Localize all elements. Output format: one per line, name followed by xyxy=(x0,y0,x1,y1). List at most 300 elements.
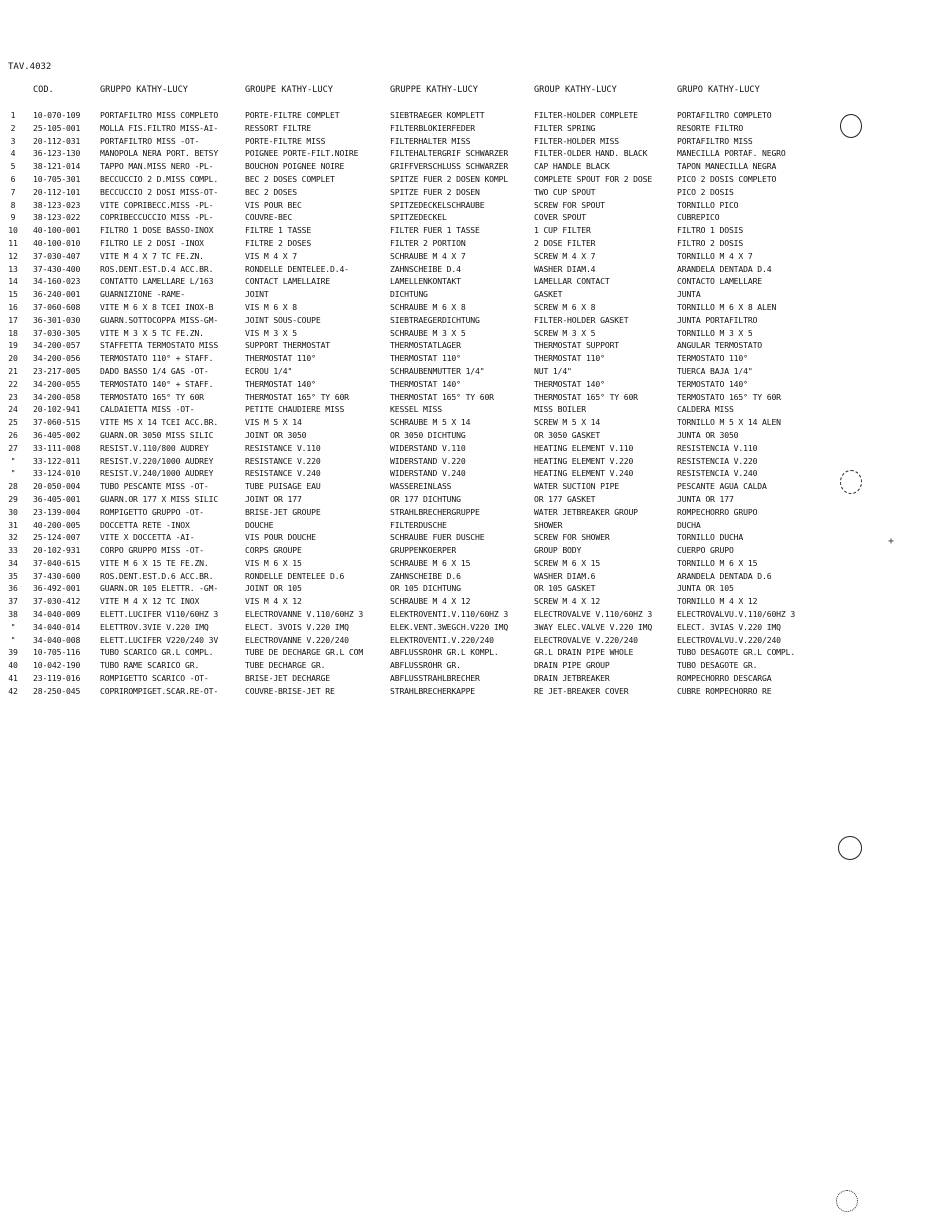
row-number: 4 xyxy=(10,148,16,159)
row-number: " xyxy=(10,455,16,466)
part-code: 37-430-600 xyxy=(33,570,81,581)
part-code: 37-030-407 xyxy=(33,250,81,261)
desc-french: THERMOSTAT 140° xyxy=(245,378,316,389)
desc-spanish: FILTRO 1 DOSIS xyxy=(677,225,744,236)
desc-spanish: TORNILLO M 4 X 12 xyxy=(677,596,758,607)
header-german: GRUPPE KATHY-LUCY xyxy=(390,85,478,95)
desc-english: ELECTROVALVE V.220/240 xyxy=(534,634,638,645)
desc-spanish: CUERPO GRUPO xyxy=(677,545,734,556)
desc-spanish: TUERCA BAJA 1/4" xyxy=(677,365,753,376)
desc-english: RE JET-BREAKER COVER xyxy=(534,685,629,696)
desc-french: CORPS GROUPE xyxy=(245,545,302,556)
header-english: GROUP KATHY-LUCY xyxy=(534,85,617,95)
table-row xyxy=(0,328,950,341)
table-row xyxy=(0,686,950,699)
row-number: 33 xyxy=(8,545,18,556)
desc-english: 3WAY ELEC.VALVE V.220 IMQ xyxy=(534,621,653,632)
desc-italian: PORTAFILTRO MISS -OT- xyxy=(100,135,200,146)
desc-spanish: TORNILLO DUCHA xyxy=(677,532,744,543)
desc-italian: VITE M 6 X 8 TCEI INOX-B xyxy=(100,301,214,312)
table-row xyxy=(0,353,950,366)
desc-french: THERMOSTAT 165° TY 60R xyxy=(245,391,349,402)
desc-english: WASHER DIAM.6 xyxy=(534,570,596,581)
row-number: 2 xyxy=(10,122,16,133)
table-row xyxy=(0,443,950,456)
desc-spanish: CUBRE ROMPECHORRO RE xyxy=(677,685,772,696)
desc-german: FILTERBLOKIERFEDER xyxy=(390,122,476,133)
table-row xyxy=(0,468,950,481)
desc-english: SCREW M 6 X 15 xyxy=(534,557,601,568)
desc-english: HEATING ELEMENT V.240 xyxy=(534,468,634,479)
desc-italian: GUARNIZIONE -RAME- xyxy=(100,289,186,300)
desc-english: SCREW M 6 X 8 xyxy=(534,301,596,312)
table-row xyxy=(0,136,950,149)
table-row xyxy=(0,276,950,289)
desc-english: TWO CUP SPOUT xyxy=(534,186,596,197)
desc-spanish: PESCANTE AGUA CALDA xyxy=(677,481,767,492)
desc-french: FILTRE 1 TASSE xyxy=(245,225,312,236)
desc-french: VIS M 3 X 5 xyxy=(245,327,297,338)
part-code: 40-200-005 xyxy=(33,519,81,530)
desc-english: HEATING ELEMENT V.110 xyxy=(534,442,634,453)
desc-english: WATER SUCTION PIPE xyxy=(534,481,620,492)
desc-german: SCHRAUBE M 5 X 14 xyxy=(390,417,471,428)
row-number: 31 xyxy=(8,519,18,530)
desc-spanish: RESISTENCIA V.220 xyxy=(677,455,758,466)
desc-german: WIDERSTAND V.110 xyxy=(390,442,466,453)
table-row xyxy=(0,251,950,264)
table-row xyxy=(0,187,950,200)
table-row xyxy=(0,289,950,302)
row-number: 30 xyxy=(8,506,18,517)
table-row xyxy=(0,315,950,328)
desc-italian: GUARN.OR 177 X MISS SILIC xyxy=(100,493,219,504)
desc-english: DRAIN PIPE GROUP xyxy=(534,660,610,671)
row-number: 5 xyxy=(10,161,16,172)
desc-italian: ROMPIGETTO SCARICO -OT- xyxy=(100,673,209,684)
row-number: 10 xyxy=(8,225,18,236)
desc-italian: VITE M 4 X 12 TC INOX xyxy=(100,596,200,607)
desc-spanish: ELECT. 3VIAS V.220 IMQ xyxy=(677,621,781,632)
desc-french: PORTE-FILTRE MISS xyxy=(245,135,326,146)
desc-spanish: JUNTA OR 3050 xyxy=(677,429,739,440)
desc-german: STRAHLBRECHERKAPPE xyxy=(390,685,476,696)
row-number: 12 xyxy=(8,250,18,261)
desc-english: OR 177 GASKET xyxy=(534,493,596,504)
desc-french: RESSORT FILTRE xyxy=(245,122,312,133)
desc-italian: ROS.DENT.EST.D.4 ACC.BR. xyxy=(100,263,214,274)
part-code: 34-200-055 xyxy=(33,378,81,389)
table-row xyxy=(0,264,950,277)
part-code: 23-139-004 xyxy=(33,506,81,517)
desc-german: STRAHLBRECHERGRUPPE xyxy=(390,506,480,517)
desc-german: THERMOSTAT 140° xyxy=(390,378,461,389)
desc-french: CONTACT LAMELLAIRE xyxy=(245,276,331,287)
desc-english: SCREW M 3 X 5 xyxy=(534,327,596,338)
desc-german: ZAHNSCHEIBE D.4 xyxy=(390,263,461,274)
desc-french: COUVRE-BRISE-JET RE xyxy=(245,685,335,696)
desc-french: BRISE-JET DECHARGE xyxy=(245,673,331,684)
desc-italian: GUARN.OR 105 ELETTR. -GM- xyxy=(100,583,219,594)
part-code: 25-124-007 xyxy=(33,532,81,543)
row-number: " xyxy=(10,621,16,632)
part-code: 33-122-011 xyxy=(33,455,81,466)
row-number: 8 xyxy=(10,199,16,210)
part-code: 34-040-008 xyxy=(33,634,81,645)
desc-german: FILTEHALTERGRIF SCHWARZER xyxy=(390,148,509,159)
desc-french: TUBE DE DECHARGE GR.L COM xyxy=(245,647,364,658)
row-number: 39 xyxy=(8,647,18,658)
desc-spanish: ELECTROVALVU.V.220/240 xyxy=(677,634,781,645)
desc-spanish: DUCHA xyxy=(677,519,701,530)
desc-german: SCHRAUBE M 4 X 12 xyxy=(390,596,471,607)
table-row xyxy=(0,596,950,609)
desc-french: ELECTROVANNE V.220/240 xyxy=(245,634,349,645)
table-row xyxy=(0,174,950,187)
desc-german: OR 177 DICHTUNG xyxy=(390,493,461,504)
row-number: 27 xyxy=(8,442,18,453)
desc-italian: CALDAIETTA MISS -OT- xyxy=(100,404,195,415)
desc-spanish: TAPON MANECILLA NEGRA xyxy=(677,161,777,172)
desc-english: SCREW M 5 X 14 xyxy=(534,417,601,428)
part-code: 36-405-001 xyxy=(33,493,81,504)
table-row xyxy=(0,238,950,251)
desc-german: WASSEREINLASS xyxy=(390,481,452,492)
desc-spanish: PORTAFILTRO COMPLETO xyxy=(677,110,772,120)
desc-german: SPITZEDECKEL xyxy=(390,212,447,223)
desc-french: PETITE CHAUDIERE MISS xyxy=(245,404,345,415)
desc-english: WATER JETBREAKER GROUP xyxy=(534,506,638,517)
desc-english: SCREW M 4 X 7 xyxy=(534,250,596,261)
desc-german: KESSEL MISS xyxy=(390,404,442,415)
table-row xyxy=(0,647,950,660)
desc-italian: GUARN.SOTTOCOPPA MISS-GM- xyxy=(100,314,219,325)
table-row xyxy=(0,340,950,353)
desc-english: COVER SPOUT xyxy=(534,212,586,223)
desc-german: THERMOSTATLAGER xyxy=(390,340,461,351)
desc-french: THERMOSTAT 110° xyxy=(245,353,316,364)
desc-english: GR.L DRAIN PIPE WHOLE xyxy=(534,647,634,658)
desc-french: ELECTROVANNE V.110/60HZ 3 xyxy=(245,609,364,620)
desc-german: GRUPPENKOERPER xyxy=(390,545,457,556)
part-code: 23-217-005 xyxy=(33,365,81,376)
desc-german: SCHRAUBE M 4 X 7 xyxy=(390,250,466,261)
desc-french: BEC 2 DOSES COMPLET xyxy=(245,173,335,184)
desc-english: OR 105 GASKET xyxy=(534,583,596,594)
desc-french: VIS M 4 X 7 xyxy=(245,250,297,261)
desc-italian: PORTAFILTRO MISS COMPLETO xyxy=(100,110,219,120)
desc-spanish: TORNILLO M 6 X 8 ALEN xyxy=(677,301,777,312)
part-code: 33-124-010 xyxy=(33,468,81,479)
desc-english: CAP HANDLE BLACK xyxy=(534,161,610,172)
desc-german: SCHRAUBE M 6 X 15 xyxy=(390,557,471,568)
table-row xyxy=(0,481,950,494)
desc-spanish: CONTACTO LAMELLARE xyxy=(677,276,763,287)
desc-german: SIEBTRAEGER KOMPLETT xyxy=(390,110,485,120)
desc-french: VIS POUR DOUCHE xyxy=(245,532,316,543)
desc-german: LAMELLENKONTAKT xyxy=(390,276,461,287)
desc-english: 1 CUP FILTER xyxy=(534,225,591,236)
desc-spanish: TORNILLO PICO xyxy=(677,199,739,210)
row-number: 14 xyxy=(8,276,18,287)
table-row xyxy=(0,200,950,213)
row-number: 41 xyxy=(8,673,18,684)
table-row xyxy=(0,494,950,507)
desc-spanish: TORNILLO M 6 X 15 xyxy=(677,557,758,568)
desc-italian: ELETT.LUCIFER V110/60HZ 3 xyxy=(100,609,219,620)
desc-english: WASHER DIAM.4 xyxy=(534,263,596,274)
part-code: 34-160-023 xyxy=(33,276,81,287)
table-row xyxy=(0,635,950,648)
desc-spanish: ANGULAR TERMOSTATO xyxy=(677,340,763,351)
desc-italian: FILTRO 1 DOSE BASSO-INOX xyxy=(100,225,214,236)
desc-french: RESISTANCE V.110 xyxy=(245,442,321,453)
desc-spanish: MANECILLA PORTAF. NEGRO xyxy=(677,148,786,159)
part-code: 10-705-116 xyxy=(33,647,81,658)
part-code: 36-405-002 xyxy=(33,429,81,440)
desc-spanish: RESISTENCIA V.240 xyxy=(677,468,758,479)
table-row xyxy=(0,225,950,238)
row-number: 40 xyxy=(8,660,18,671)
row-number: 26 xyxy=(8,429,18,440)
table-row xyxy=(0,456,950,469)
desc-spanish: PICO 2 DOSIS COMPLETO xyxy=(677,173,777,184)
table-row xyxy=(0,392,950,405)
table-row xyxy=(0,302,950,315)
desc-spanish: TORNILLO M 3 X 5 xyxy=(677,327,753,338)
row-number: 11 xyxy=(8,237,18,248)
part-code: 38-123-022 xyxy=(33,212,81,223)
desc-german: SCHRAUBE M 3 X 5 xyxy=(390,327,466,338)
row-number: 13 xyxy=(8,263,18,274)
desc-italian: TUBO SCARICO GR.L COMPL. xyxy=(100,647,214,658)
doc-label: TAV.4032 xyxy=(8,62,52,72)
desc-spanish: PICO 2 DOSIS xyxy=(677,186,734,197)
desc-french: RONDELLE DENTELEE.D.4- xyxy=(245,263,349,274)
desc-spanish: JUNTA PORTAFILTRO xyxy=(677,314,758,325)
row-number: 38 xyxy=(8,609,18,620)
desc-french: COUVRE-BEC xyxy=(245,212,293,223)
desc-english: FILTER SPRING xyxy=(534,122,596,133)
header-spanish: GRUPO KATHY-LUCY xyxy=(677,85,760,95)
desc-english: COMPLETE SPOUT FOR 2 DOSE xyxy=(534,173,653,184)
row-number: 7 xyxy=(10,186,16,197)
row-number: 23 xyxy=(8,391,18,402)
row-number: 20 xyxy=(8,353,18,364)
desc-french: JOINT OR 105 xyxy=(245,583,302,594)
row-number: 42 xyxy=(8,685,18,696)
desc-english: SCREW FOR SHOWER xyxy=(534,532,610,543)
part-code: 10-705-301 xyxy=(33,173,81,184)
desc-english: HEATING ELEMENT V.220 xyxy=(534,455,634,466)
part-code: 37-030-412 xyxy=(33,596,81,607)
part-code: 37-040-615 xyxy=(33,557,81,568)
desc-spanish: ARANDELA DENTADA D.4 xyxy=(677,263,772,274)
part-code: 34-040-009 xyxy=(33,609,81,620)
desc-german: ELEKTROVENTI.V.220/240 xyxy=(390,634,494,645)
part-code: 20-050-004 xyxy=(33,481,81,492)
desc-french: JOINT SOUS-COUPE xyxy=(245,314,321,325)
desc-french: POIGNEE PORTE-FILT.NOIRE xyxy=(245,148,359,159)
desc-english: SCREW M 4 X 12 xyxy=(534,596,601,607)
row-number: 6 xyxy=(10,173,16,184)
row-number: 9 xyxy=(10,212,16,223)
desc-italian: TERMOSTATO 110° + STAFF. xyxy=(100,353,214,364)
part-code: 20-102-941 xyxy=(33,404,81,415)
desc-spanish: FILTRO 2 DOSIS xyxy=(677,237,744,248)
desc-french: PORTE-FILTRE COMPLET xyxy=(245,110,340,120)
row-number: 29 xyxy=(8,493,18,504)
desc-english: 2 DOSE FILTER xyxy=(534,237,596,248)
table-row xyxy=(0,571,950,584)
desc-german: WIDERSTAND V.240 xyxy=(390,468,466,479)
header-french: GROUPE KATHY-LUCY xyxy=(245,85,333,95)
desc-italian: MOLLA FIS.FILTRO MISS-AI- xyxy=(100,122,219,133)
part-code: 20-112-031 xyxy=(33,135,81,146)
desc-italian: ELETT.LUCIFER V220/240 3V xyxy=(100,634,219,645)
desc-german: WIDERSTAND V.220 xyxy=(390,455,466,466)
row-number: 22 xyxy=(8,378,18,389)
row-number: 32 xyxy=(8,532,18,543)
part-code: 36-240-001 xyxy=(33,289,81,300)
table-row xyxy=(0,558,950,571)
desc-italian: VITE MS X 14 TCEI ACC.BR. xyxy=(100,417,219,428)
table-row xyxy=(0,366,950,379)
part-code: 40-100-010 xyxy=(33,237,81,248)
row-number: 19 xyxy=(8,340,18,351)
desc-french: TUBE PUISAGE EAU xyxy=(245,481,321,492)
desc-italian: ROS.DENT.EST.D.6 ACC.BR. xyxy=(100,570,214,581)
desc-english: SHOWER xyxy=(534,519,563,530)
desc-italian: FILTRO LE 2 DOSI -INOX xyxy=(100,237,204,248)
desc-english: THERMOSTAT 140° xyxy=(534,378,605,389)
punch-hole xyxy=(840,470,862,494)
part-code: 10-070-109 xyxy=(33,110,81,120)
row-number: 35 xyxy=(8,570,18,581)
row-number: 37 xyxy=(8,596,18,607)
row-number: 15 xyxy=(8,289,18,300)
header-code: COD. xyxy=(33,85,54,95)
desc-spanish: TERMOSTATO 140° xyxy=(677,378,748,389)
part-code: 25-105-001 xyxy=(33,122,81,133)
desc-german: GRIFFVERSCHLUSS SCHWARZER xyxy=(390,161,509,172)
desc-german: SCHRAUBENMUTTER 1/4" xyxy=(390,365,485,376)
part-code: 36-492-001 xyxy=(33,583,81,594)
punch-hole xyxy=(836,1190,858,1212)
row-number: 34 xyxy=(8,557,18,568)
part-code: 23-119-016 xyxy=(33,673,81,684)
desc-french: VIS M 6 X 15 xyxy=(245,557,302,568)
desc-italian: DADO BASSO 1/4 GAS -OT- xyxy=(100,365,209,376)
desc-english: THERMOSTAT SUPPORT xyxy=(534,340,620,351)
part-code: 38-123-023 xyxy=(33,199,81,210)
part-code: 28-250-045 xyxy=(33,685,81,696)
row-number: 28 xyxy=(8,481,18,492)
desc-french: TUBE DECHARGE GR. xyxy=(245,660,326,671)
table-row xyxy=(0,609,950,622)
desc-english: FILTER-OLDER HAND. BLACK xyxy=(534,148,648,159)
desc-french: RESISTANCE V.220 xyxy=(245,455,321,466)
desc-italian: COPRIROMPIGET.SCAR.RE-OT- xyxy=(100,685,219,696)
desc-french: VIS M 5 X 14 xyxy=(245,417,302,428)
part-code: 37-060-608 xyxy=(33,301,81,312)
row-number: " xyxy=(10,634,16,645)
part-code: 34-040-014 xyxy=(33,621,81,632)
part-code: 10-042-190 xyxy=(33,660,81,671)
desc-french: RESISTANCE V.240 xyxy=(245,468,321,479)
part-code: 20-102-931 xyxy=(33,545,81,556)
desc-italian: GUARN.OR 3050 MISS SILIC xyxy=(100,429,214,440)
table-row xyxy=(0,161,950,174)
desc-german: THERMOSTAT 165° TY 60R xyxy=(390,391,494,402)
table-row xyxy=(0,520,950,533)
desc-italian: TERMOSTATO 140° + STAFF. xyxy=(100,378,214,389)
table-row xyxy=(0,212,950,225)
desc-italian: TUBO RAME SCARICO GR. xyxy=(100,660,200,671)
header-italian: GRUPPO KATHY-LUCY xyxy=(100,85,188,95)
desc-italian: RESIST.V.110/800 AUDREY xyxy=(100,442,209,453)
desc-french: SUPPORT THERMOSTAT xyxy=(245,340,331,351)
desc-italian: CORPO GRUPPO MISS -OT- xyxy=(100,545,204,556)
desc-english: FILTER-HOLDER COMPLETE xyxy=(534,110,638,120)
desc-spanish: TUBO DESAGOTE GR.L COMPL. xyxy=(677,647,796,658)
desc-english: GASKET xyxy=(534,289,563,300)
part-code: 20-112-101 xyxy=(33,186,81,197)
desc-french: ECROU 1/4" xyxy=(245,365,293,376)
row-number: 3 xyxy=(10,135,16,146)
table-row xyxy=(0,430,950,443)
part-code: 34-200-057 xyxy=(33,340,81,351)
table-row xyxy=(0,660,950,673)
table-row xyxy=(0,583,950,596)
desc-french: JOINT OR 177 xyxy=(245,493,302,504)
desc-french: ELECT. 3VOIS V.220 IMQ xyxy=(245,621,349,632)
desc-french: BRISE-JET GROUPE xyxy=(245,506,321,517)
desc-german: ABFLUSSTRAHLBRECHER xyxy=(390,673,480,684)
scan-mark: + xyxy=(888,536,895,547)
desc-german: FILTERHALTER MISS xyxy=(390,135,471,146)
desc-english: GROUP BODY xyxy=(534,545,582,556)
table-row xyxy=(0,507,950,520)
table-row xyxy=(0,622,950,635)
desc-italian: RESIST.V.240/1000 AUDREY xyxy=(100,468,214,479)
desc-german: SPITZE FUER 2 DOSEN KOMPL xyxy=(390,173,509,184)
desc-spanish: TORNILLO M 4 X 7 xyxy=(677,250,753,261)
table-row xyxy=(0,110,950,123)
desc-english: OR 3050 GASKET xyxy=(534,429,601,440)
desc-spanish: TERMOSTATO 165° TY 60R xyxy=(677,391,781,402)
desc-italian: VITE M 3 X 5 TC FE.ZN. xyxy=(100,327,204,338)
desc-english: NUT 1/4" xyxy=(534,365,572,376)
desc-german: SCHRAUBE M 6 X 8 xyxy=(390,301,466,312)
table-row xyxy=(0,148,950,161)
table-row xyxy=(0,532,950,545)
row-number: 21 xyxy=(8,365,18,376)
desc-german: FILTER 2 PORTION xyxy=(390,237,466,248)
punch-hole xyxy=(838,836,862,860)
desc-italian: VITE COPRIBECC.MISS -PL- xyxy=(100,199,214,210)
desc-italian: TERMOSTATO 165° TY 60R xyxy=(100,391,204,402)
desc-german: ELEK.VENT.3WEGCH.V220 IMQ xyxy=(390,621,509,632)
part-code: 38-121-014 xyxy=(33,161,81,172)
row-number: 17 xyxy=(8,314,18,325)
desc-german: OR 3050 DICHTUNG xyxy=(390,429,466,440)
desc-spanish: ROMPECHORRO GRUPO xyxy=(677,506,758,517)
desc-spanish: ROMPECHORRO DESCARGA xyxy=(677,673,772,684)
desc-spanish: JUNTA OR 177 xyxy=(677,493,734,504)
desc-english: FILTER-HOLDER MISS xyxy=(534,135,620,146)
part-code: 33-111-008 xyxy=(33,442,81,453)
